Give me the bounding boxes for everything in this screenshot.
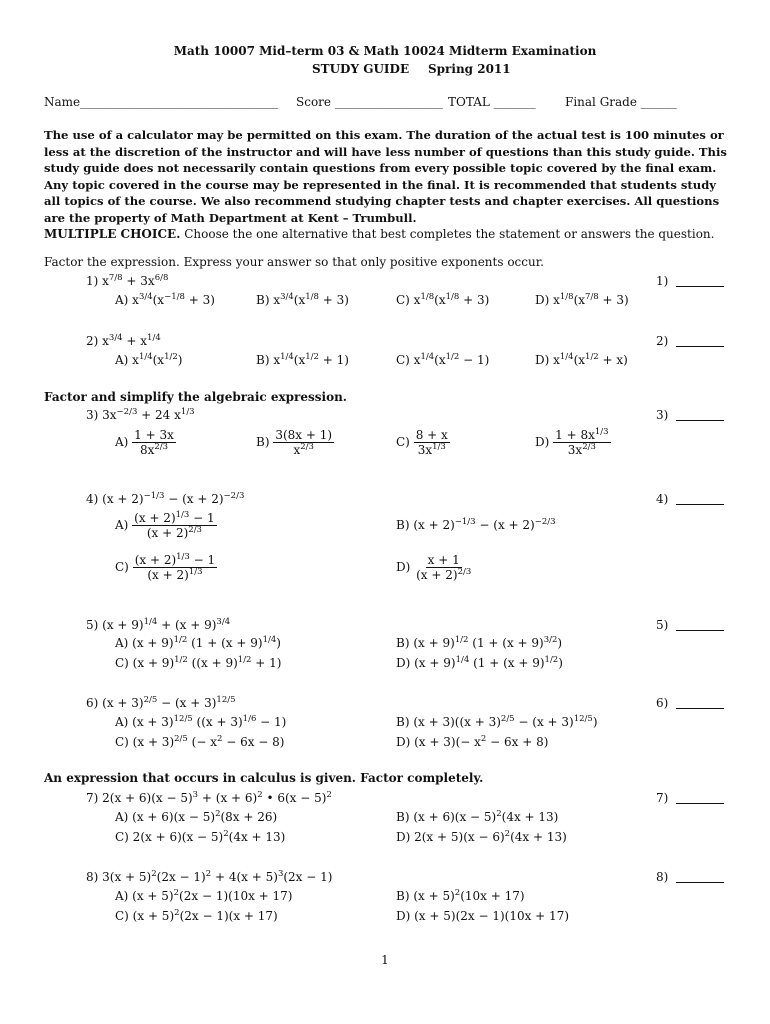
q2-option-c[interactable]: C) $x^{1/4}(x^{1/2} - 1)$	[396, 352, 490, 367]
mc-heading: MULTIPLE CHOICE.	[44, 227, 181, 241]
q6-option-b[interactable]: B) $(x + 3)((x + 3)^{2/5} - (x + 3)^{12/5})$	[396, 714, 598, 729]
q2-option-d[interactable]: D) $x^{1/4}(x^{1/2} + x)$	[535, 352, 628, 367]
question-5: 5) $(x + 9)^{1/4} + (x + 9)^{3/4}$	[86, 617, 231, 632]
q4-option-b[interactable]: B) $(x + 2)^{-1/3} - (x + 2)^{-2/3}$	[396, 517, 556, 532]
q8-option-b[interactable]: B) $(x + 5)^2(10x + 17)$	[396, 888, 525, 903]
q6-option-d[interactable]: D) $(x + 3)(- x^2 - 6x + 8)$	[396, 734, 549, 749]
intro-paragraph: The use of a calculator may be permitted on this exam. The duration of the actual test is 100 minutes or less at the discretion of the instructor and will have less number of questions than this study guide. This study guide does not necessarily contain questions from every possible topic covered by the final exam. Any topic covered in the course may be represented in the final. It is recommended that students study all topics of the course. We also recommend studying chapter tests and chapter exercises. All questions are the property of Math Department at Kent – Trumbull.	[44, 128, 727, 225]
answer-label-5: 5)	[656, 618, 669, 632]
q3-option-b[interactable]: B) $\frac{3(8x + 1)}{x^{2/3}}$	[256, 428, 333, 457]
answer-blank-3[interactable]	[676, 410, 724, 421]
q4-option-c[interactable]: C) $\frac{(x + 2)^{1/3} - 1}{(x + 2)^{1/3}}$	[115, 552, 216, 582]
term-label: Spring 2011	[428, 62, 511, 76]
q1-option-c[interactable]: C) $x^{1/8}(x^{1/8} + 3)$	[396, 292, 490, 307]
answer-label-4: 4)	[656, 492, 669, 506]
question-3: 3) $3x^{-2/3} + 24$ $x^{1/3}$	[86, 407, 195, 422]
answer-label-8: 8)	[656, 870, 669, 884]
answer-label-2: 2)	[656, 334, 669, 348]
question-8: 8) $3(x + 5)^2(2x - 1)^2 + 4(x + 5)^3(2x - 1)$	[86, 869, 333, 884]
answer-label-7: 7)	[656, 791, 669, 805]
answer-label-1: 1)	[656, 274, 669, 288]
page-number: 1	[381, 953, 389, 967]
answer-blank-8[interactable]	[676, 872, 724, 883]
q3-option-a[interactable]: A) $\frac{1 + 3x}{8x^{2/3}}$	[115, 428, 174, 457]
answer-label-3: 3)	[656, 408, 669, 422]
q8-option-c[interactable]: C) $(x + 5)^2(2x - 1)(x + 17)$	[115, 908, 278, 923]
answer-blank-2[interactable]	[676, 336, 724, 347]
question-2: 2) $x^{3/4} + x^{1/4}$	[86, 333, 161, 348]
mc-instructions	[44, 227, 714, 241]
section-heading-2: Factor and simplify the algebraic expression.	[44, 390, 347, 404]
answer-label-6: 6)	[656, 696, 669, 710]
answer-blank-7[interactable]	[676, 793, 724, 804]
q8-option-a[interactable]: A) $(x + 5)^2(2x - 1)(10x + 17)$	[115, 888, 293, 903]
q1-option-d[interactable]: D) $x^{1/8}(x^{7/8} + 3)$	[535, 292, 629, 307]
section-heading-3: An expression that occurs in calculus is given. Factor completely.	[44, 771, 484, 785]
score-field[interactable]: Score __________________	[296, 95, 443, 109]
question-1: 1) $x^{7/8} + 3x^{6/8}$	[86, 273, 169, 288]
question-7: 7) $2(x + 6)(x - 5)^3 + (x + 6)^2$ • $6(x - 5)^2$	[86, 790, 332, 805]
q5-option-d[interactable]: D) $(x + 9)^{1/4}$ $(1 + (x + 9)^{1/2})$	[396, 655, 563, 670]
q6-option-c[interactable]: C) $(x + 3)^{2/5}$ (− $x^2 - 6x - 8$)	[115, 734, 285, 749]
q1-option-a[interactable]: A) $x^{3/4}(x^{-1/8} + 3)$	[115, 292, 215, 307]
q7-option-d[interactable]: D) $2(x + 5)(x - 6)^2(4x + 13)$	[396, 829, 567, 844]
q2-option-b[interactable]: B) $x^{1/4}(x^{1/2} + 1)$	[256, 352, 349, 367]
question-6: 6) $(x + 3)^{2/5} - (x + 3)^{12/5}$	[86, 695, 236, 710]
q5-option-c[interactable]: C) $(x + 9)^{1/2}$ $((x + 9)^{1/2} + 1)$	[115, 655, 282, 670]
final-grade-field[interactable]: Final Grade ______	[565, 95, 677, 109]
q7-option-b[interactable]: B) $(x + 6)(x - 5)^2(4x + 13)$	[396, 809, 559, 824]
total-field[interactable]: TOTAL _______	[448, 95, 536, 109]
answer-blank-1[interactable]	[676, 276, 724, 287]
q4-option-a[interactable]: A) $\frac{(x + 2)^{1/3} - 1}{(x + 2)^{2/3}}$	[115, 510, 215, 540]
q5-option-b[interactable]: B) $(x + 9)^{1/2}$ $(1 + (x + 9)^{3/2})$	[396, 635, 563, 650]
q5-option-a[interactable]: A) $(x + 9)^{1/2}$ $(1 + (x + 9)^{1/4})$	[115, 635, 281, 650]
q3-option-d[interactable]: D) $\frac{1 + 8x^{1/3}}{3x^{2/3}}$	[535, 427, 609, 457]
q8-option-d[interactable]: D) (x + 5)(2x − 1)(10x + 17)	[396, 909, 570, 923]
exam-title: Math 10007 Mid–term 03 & Math 10024 Midterm Examination	[173, 44, 597, 58]
section-heading-1: Factor the expression. Express your answer so that only positive exponents occur.	[44, 255, 544, 269]
answer-blank-4[interactable]	[676, 494, 724, 505]
name-field[interactable]: Name_________________________________	[44, 95, 279, 109]
answer-blank-6[interactable]	[676, 698, 724, 709]
question-4: 4) $(x + 2)^{-1/3} - (x + 2)^{-2/3}$	[86, 491, 245, 506]
mc-instruction: Choose the one alternative that best completes the statement or answers the question.	[184, 227, 715, 241]
q3-option-c[interactable]: C) $\frac{8 + x}{3x^{1/3}}$	[396, 428, 448, 457]
q1-option-b[interactable]: B) $x^{3/4}(x^{1/8} + 3)$	[256, 292, 349, 307]
q7-option-a[interactable]: A) $(x + 6)(x - 5)^2(8x + 26)$	[115, 809, 278, 824]
q4-option-d[interactable]: D) $\frac{x + 1}{(x + 2)^{2/3}}$	[396, 553, 472, 582]
study-guide-label: STUDY GUIDE	[312, 62, 410, 76]
q6-option-a[interactable]: A) $(x + 3)^{12/5}$ $((x + 3)^{1/6} - 1)$	[115, 714, 287, 729]
q2-option-a[interactable]: A) $x^{1/4}(x^{1/2})$	[115, 352, 183, 367]
q7-option-c[interactable]: C) $2(x + 6)(x - 5)^2(4x + 13)$	[115, 829, 286, 844]
answer-blank-5[interactable]	[676, 620, 724, 631]
